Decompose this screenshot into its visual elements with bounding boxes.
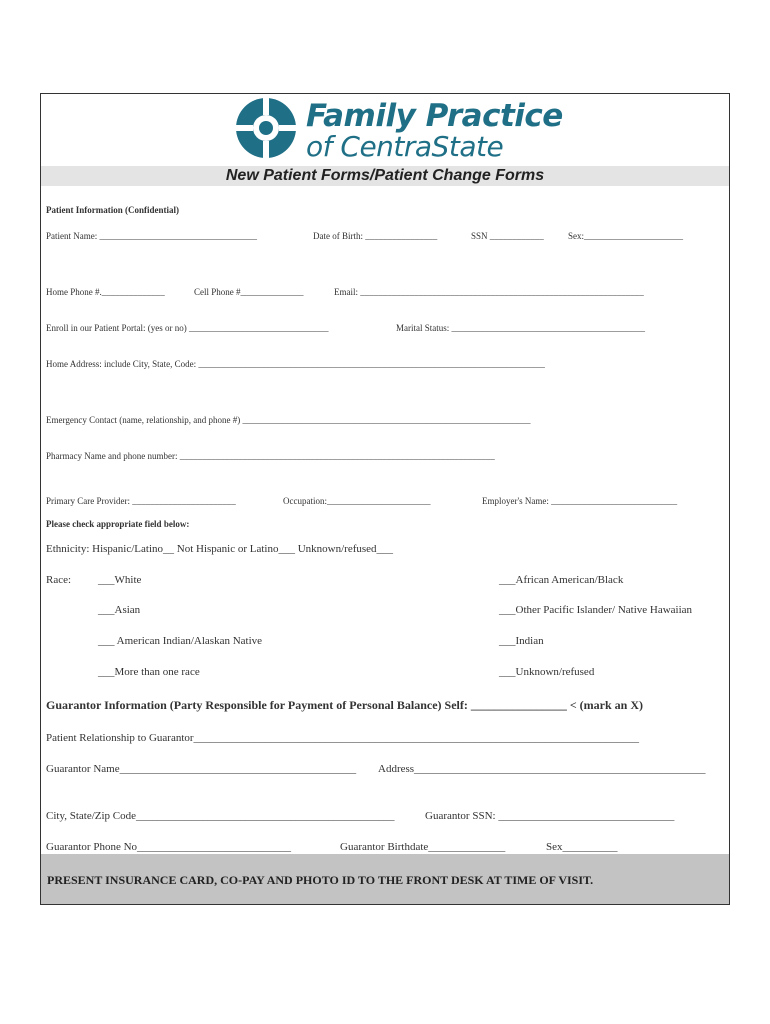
patient-name-field[interactable]: Patient Name: ___________________________________ — [46, 231, 257, 241]
footer-notice-bar — [41, 854, 729, 904]
employer-field[interactable]: Employer's Name: ____________________________ — [482, 496, 678, 506]
guarantor-birthdate-field[interactable]: Guarantor Birthdate______________ — [340, 841, 506, 853]
race-option-left[interactable]: ___ American Indian/Alaskan Native — [98, 635, 263, 647]
check-fields-label: Please check appropriate field below: — [46, 519, 190, 529]
guarantor-sex-field[interactable]: Sex__________ — [546, 841, 618, 853]
sex-field[interactable]: Sex:______________________ — [568, 231, 684, 241]
footer-notice: PRESENT INSURANCE CARD, CO-PAY AND PHOTO ID TO THE FRONT DESK AT TIME OF VISIT. — [47, 873, 594, 887]
guarantor-heading: Guarantor Information (Party Responsible for Payment of Personal Balance) Self: ________________ < (mark an X) — [46, 698, 644, 712]
guarantor-ssn-field[interactable]: Guarantor SSN: ________________________________ — [425, 810, 675, 822]
guarantor-relationship-field[interactable]: Patient Relationship to Guarantor_________________________________________________________________________________ — [46, 732, 640, 744]
practice-logo — [234, 96, 563, 164]
race-option-left[interactable]: ___Asian — [98, 604, 141, 616]
race-option-left[interactable]: ___White — [98, 574, 142, 586]
cell-phone-field[interactable]: Cell Phone #______________ — [194, 287, 304, 297]
patient-form — [40, 93, 730, 905]
marital-status-field[interactable]: Marital Status: ___________________________________________ — [396, 323, 645, 333]
guarantor-city-field[interactable]: City, State/Zip Code_______________________________________________ — [46, 810, 395, 822]
pcp-field[interactable]: Primary Care Provider: _______________________ — [46, 496, 236, 506]
email-field[interactable]: Email: _______________________________________________________________ — [334, 287, 644, 297]
race-option-right[interactable]: ___Unknown/refused — [499, 666, 595, 678]
race-label: Race: — [46, 574, 72, 586]
portal-field[interactable]: Enroll in our Patient Portal: (yes or no) _______________________________ — [46, 323, 329, 333]
crosshair-logo-icon — [234, 96, 298, 160]
logo-line-1: Family Practice — [306, 98, 563, 134]
form-title: New Patient Forms/Patient Change Forms — [41, 166, 729, 186]
race-option-right[interactable]: ___Indian — [499, 635, 544, 647]
race-option-left[interactable]: ___More than one race — [98, 666, 200, 678]
dob-field[interactable]: Date of Birth: ________________ — [313, 231, 438, 241]
home-phone-field[interactable]: Home Phone #.______________ — [46, 287, 165, 297]
race-option-right[interactable]: ___African American/Black — [499, 574, 624, 586]
guarantor-phone-field[interactable]: Guarantor Phone No____________________________ — [46, 841, 292, 853]
pharmacy-field[interactable]: Pharmacy Name and phone number: ______________________________________________________________________ — [46, 451, 495, 461]
ssn-field[interactable]: SSN ____________ — [471, 231, 544, 241]
guarantor-address-field[interactable]: Address_____________________________________________________ — [378, 763, 706, 775]
ethnicity-field[interactable]: Ethnicity: Hispanic/Latino__ Not Hispanic or Latino___ Unknown/refused___ — [46, 543, 394, 555]
race-option-right[interactable]: ___Other Pacific Islander/ Native Hawaiian — [499, 604, 693, 616]
patient-section-label: Patient Information (Confidential) — [46, 205, 179, 215]
home-address-field[interactable]: Home Address: include City, State, Code: _____________________________________________________________________________ — [46, 359, 545, 369]
occupation-field[interactable]: Occupation:_______________________ — [283, 496, 431, 506]
logo-line-2: of CentraState — [306, 130, 504, 163]
guarantor-name-field[interactable]: Guarantor Name___________________________________________ — [46, 763, 357, 775]
emergency-contact-field[interactable]: Emergency Contact (name, relationship, and phone #) ________________________________________________________________ — [46, 415, 531, 425]
